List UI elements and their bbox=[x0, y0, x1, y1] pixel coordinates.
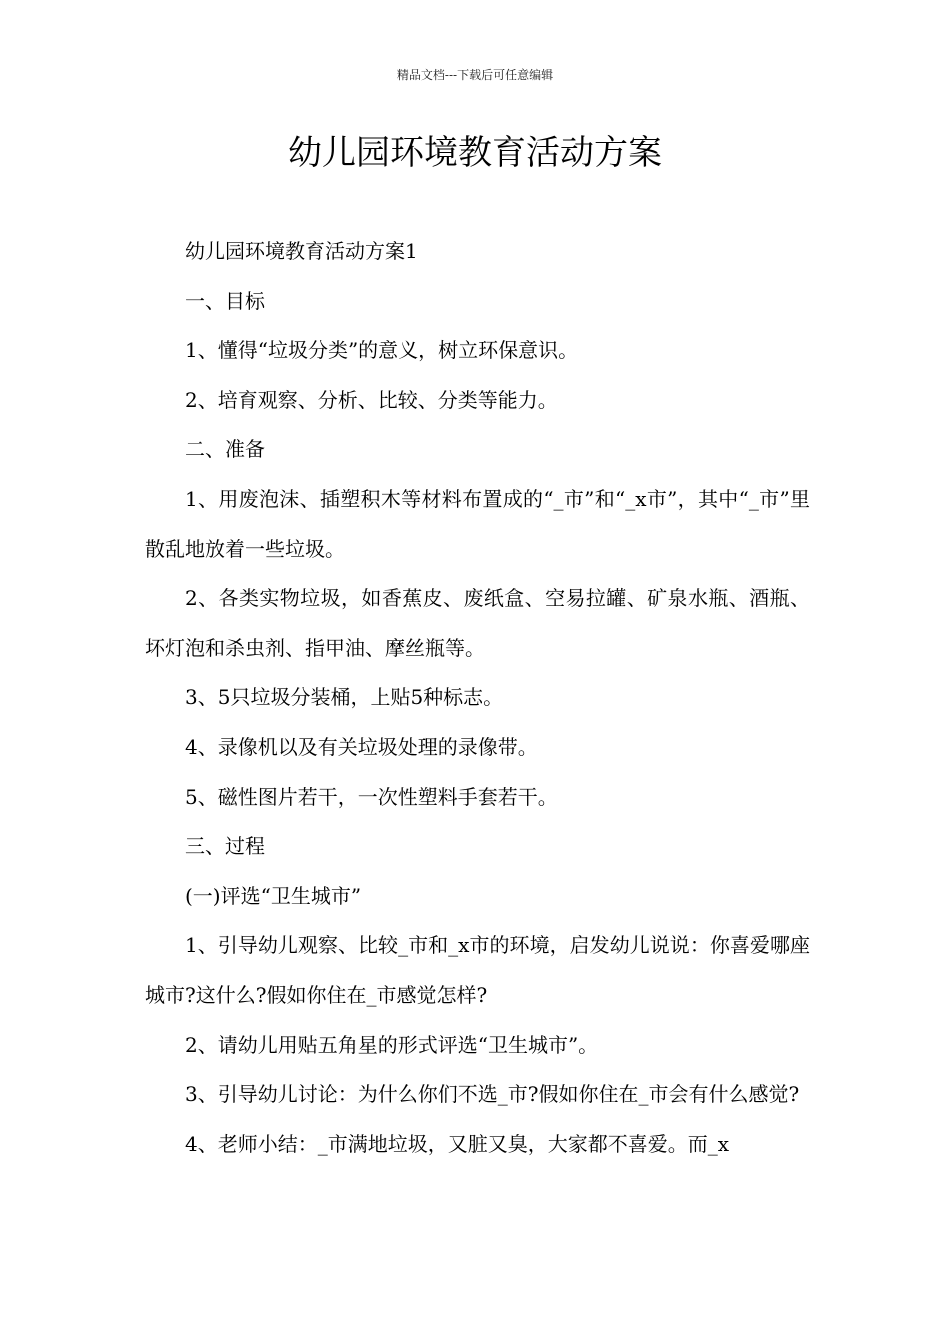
paragraph: 2、请幼儿用贴五角星的形式评选“卫生城市”。 bbox=[185, 1032, 599, 1057]
paragraph: 2、培育观察、分析、比较、分类等能力。 bbox=[185, 387, 558, 412]
paragraph: 三、过程 bbox=[185, 834, 265, 859]
paragraph: 1、引导幼儿观察、比较_市和_x市的环境，启发幼儿说说：你喜爱哪座城市?这什么?假如你住在_市感觉怎样? bbox=[145, 933, 810, 1007]
page-header: 精品文档---下载后可任意编辑 bbox=[396, 68, 554, 82]
paragraph: 5、磁性图片若干，一次性塑料手套若干。 bbox=[185, 784, 558, 809]
paragraph: 2、各类实物垃圾，如香蕉皮、废纸盒、空易拉罐、矿泉水瓶、酒瓶、坏灯泡和杀虫剂、指甲油、摩丝瓶等。 bbox=[145, 586, 810, 660]
document-title: 幼儿园环境教育活动方案 bbox=[288, 133, 662, 173]
paragraph: 4、录像机以及有关垃圾处理的录像带。 bbox=[185, 734, 538, 759]
paragraph: 二、准备 bbox=[185, 437, 265, 462]
paragraph: 3、5只垃圾分装桶，上贴5种标志。 bbox=[185, 685, 504, 710]
paragraph: 幼儿园环境教育活动方案1 bbox=[185, 239, 418, 263]
document-body bbox=[145, 227, 810, 1169]
paragraph: 1、懂得“垃圾分类”的意义，树立环保意识。 bbox=[185, 338, 579, 363]
paragraph: 1、用废泡沫、插塑积木等材料布置成的“_市”和“_x市”，其中“_市”里散乱地放着一些垃圾。 bbox=[145, 486, 810, 561]
paragraph: (一)评选“卫生城市” bbox=[185, 883, 362, 908]
paragraph: 4、老师小结：_市满地垃圾，又脏又臭，大家都不喜爱。而_x bbox=[185, 1131, 730, 1156]
paragraph: 3、引导幼儿讨论：为什么你们不选_市?假如你住在_市会有什么感觉? bbox=[185, 1082, 800, 1107]
paragraph: 一、目标 bbox=[185, 288, 265, 313]
